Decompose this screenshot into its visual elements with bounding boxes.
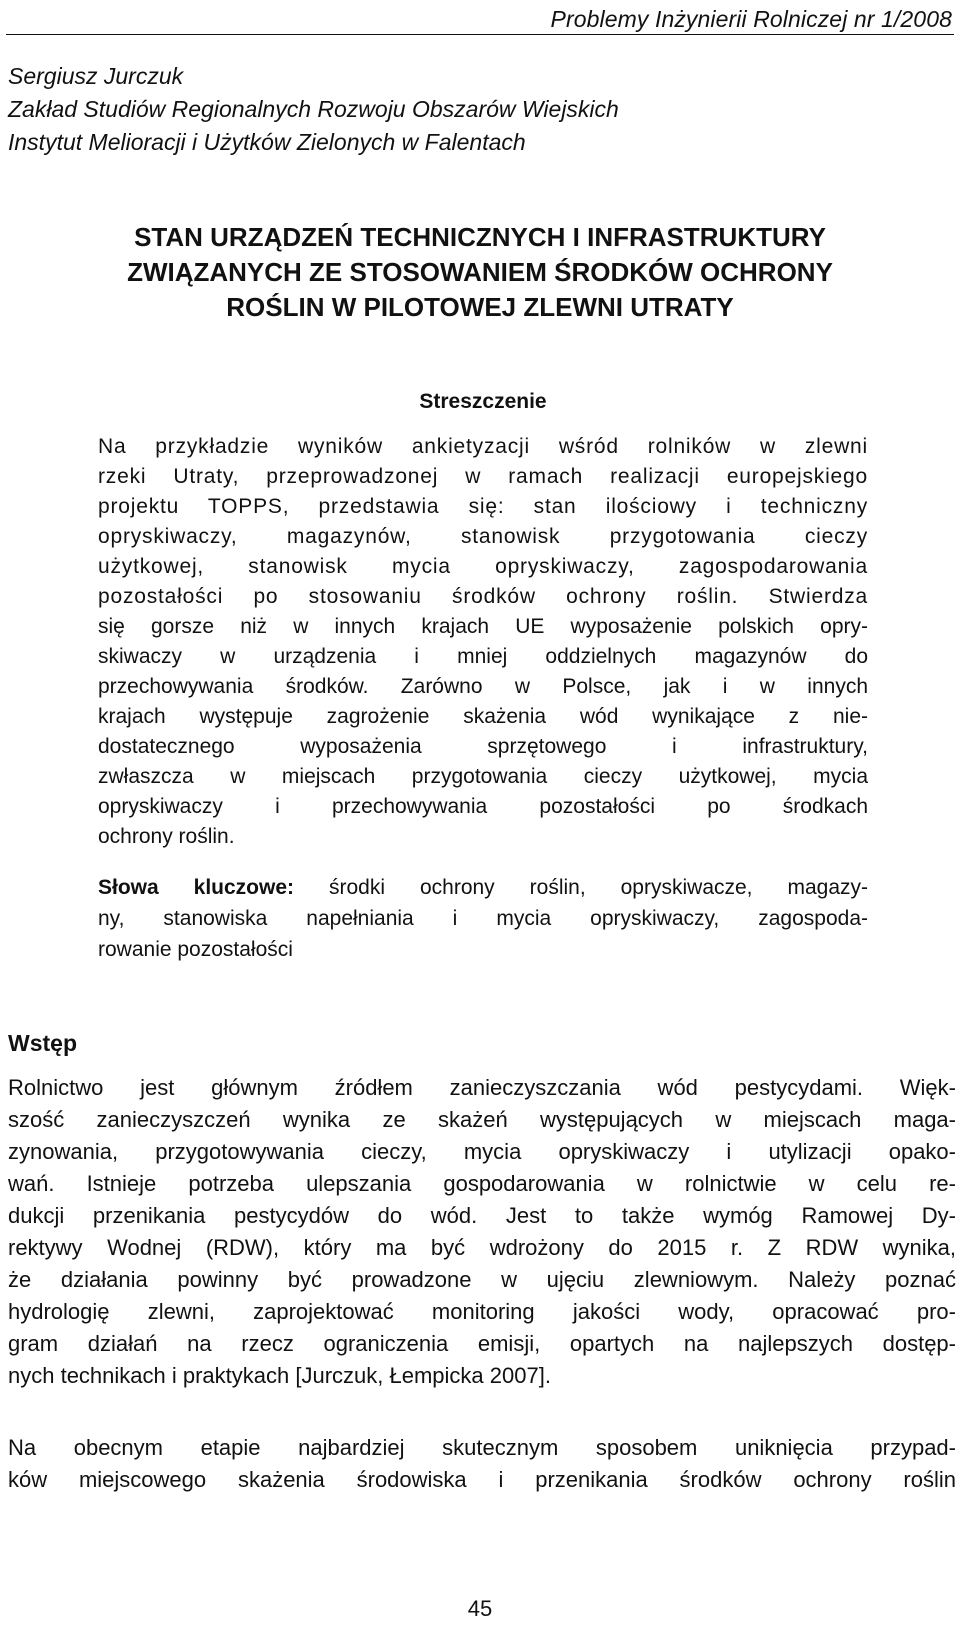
body-line: dukcji przenikania pestycydów do wód. Jest to także wymóg Ramowej Dy- — [8, 1203, 956, 1228]
abstract-line: ochrony roślin. — [98, 825, 235, 848]
title-line: ROŚLIN W PILOTOWEJ ZLEWNI UTRATY — [226, 292, 734, 322]
paper-title — [0, 220, 960, 325]
abstract-line: zwłaszcza w miejscach przygotowania cieczy użytkowej, mycia — [98, 765, 868, 788]
abstract-line: opryskiwaczy, magazynów, stanowisk przygotowania cieczy — [98, 525, 868, 548]
body-line: wań. Istnieje potrzeba ulepszania gospodarowania w rolnictwie w celu re- — [8, 1171, 956, 1196]
abstract-line: użytkowej, stanowisk mycia opryskiwaczy, zagospodarowania — [98, 555, 868, 578]
body-line: że działania powinny być prowadzone w ujęciu zlewniowym. Należy poznać — [8, 1267, 956, 1292]
title-line: ZWIĄZANYCH ZE STOSOWANIEM ŚRODKÓW OCHRONY — [127, 257, 833, 287]
abstract — [98, 390, 868, 852]
abstract-heading: Streszczenie — [419, 390, 547, 413]
abstract-line: krajach występuje zagrożenie skażenia wód wynikające z nie- — [98, 705, 868, 728]
section-heading-intro: Wstęp — [8, 1030, 77, 1056]
abstract-line: przechowywania środków. Zarówno w Polsce, jak i w innych — [98, 675, 868, 698]
author-affiliation — [8, 60, 619, 159]
abstract-line: Na przykładzie wyników ankietyzacji wśród rolników w zlewni — [98, 435, 868, 458]
body-line: nych technikach i praktykach [Jurczuk, Łempicka 2007]. — [8, 1363, 551, 1388]
header-rule — [6, 34, 954, 35]
body-line: gram działań na rzecz ograniczenia emisji, opartych na najlepszych dostęp- — [8, 1331, 956, 1356]
keywords — [98, 872, 868, 965]
body-line: Rolnictwo jest głównym źródłem zanieczyszczania wód pestycydami. Więk- — [8, 1075, 956, 1100]
body-line: rektywy Wodnej (RDW), który ma być wdrożony do 2015 r. Z RDW wynika, — [8, 1235, 956, 1260]
body-line: ków miejscowego skażenia środowiska i przenikania środków ochrony roślin — [8, 1467, 956, 1492]
keywords-line — [98, 872, 868, 903]
body-line: szość zanieczyszczeń wynika ze skażeń występujących w miejscach maga- — [8, 1107, 956, 1132]
page-number: 45 — [467, 1596, 493, 1621]
abstract-line: opryskiwaczy i przechowywania pozostałości po środkach — [98, 795, 868, 818]
author-department: Zakład Studiów Regionalnych Rozwoju Obszarów Wiejskich — [8, 96, 619, 122]
title-line: STAN URZĄDZEŃ TECHNICZNYCH I INFRASTRUKTURY — [134, 222, 826, 252]
running-header — [0, 0, 960, 40]
abstract-line: pozostałości po stosowaniu środków ochrony roślin. Stwierdza — [98, 585, 868, 608]
journal-title: Problemy Inżynierii Rolniczej nr 1/2008 — [550, 6, 952, 32]
abstract-line: się gorsze niż w innych krajach UE wyposażenie polskich opry- — [98, 615, 868, 638]
abstract-line: skiwaczy w urządzenia i mniej oddzielnych magazynów do — [98, 645, 868, 668]
body-line: hydrologię zlewni, zaprojektować monitoring jakości wody, opracować pro- — [8, 1299, 956, 1324]
intro-paragraph-2 — [8, 1432, 956, 1496]
keywords-text: środki ochrony roślin, opryskiwacze, magazy- — [328, 876, 868, 899]
abstract-line: rzeki Utraty, przeprowadzonej w ramach realizacji europejskiego — [98, 465, 868, 488]
body-line: Na obecnym etapie najbardziej skutecznym sposobem uniknięcia przypad- — [8, 1435, 956, 1460]
abstract-line: projektu TOPPS, przedstawia się: stan ilościowy i techniczny — [98, 495, 868, 518]
author-institute: Instytut Melioracji i Użytków Zielonych w Falentach — [8, 129, 526, 155]
author-name: Sergiusz Jurczuk — [8, 63, 184, 89]
keywords-label: Słowa kluczowe: — [98, 876, 295, 899]
keywords-line: rowanie pozostałości — [98, 938, 293, 961]
body-line: zynowania, przygotowywania cieczy, mycia opryskiwaczy i utylizacji opako- — [8, 1139, 956, 1164]
abstract-line: dostatecznego wyposażenia sprzętowego i infrastruktury, — [98, 735, 868, 758]
keywords-line: ny, stanowiska napełniania i mycia opryskiwaczy, zagospoda- — [98, 907, 868, 930]
intro-paragraph-1 — [8, 1072, 956, 1392]
